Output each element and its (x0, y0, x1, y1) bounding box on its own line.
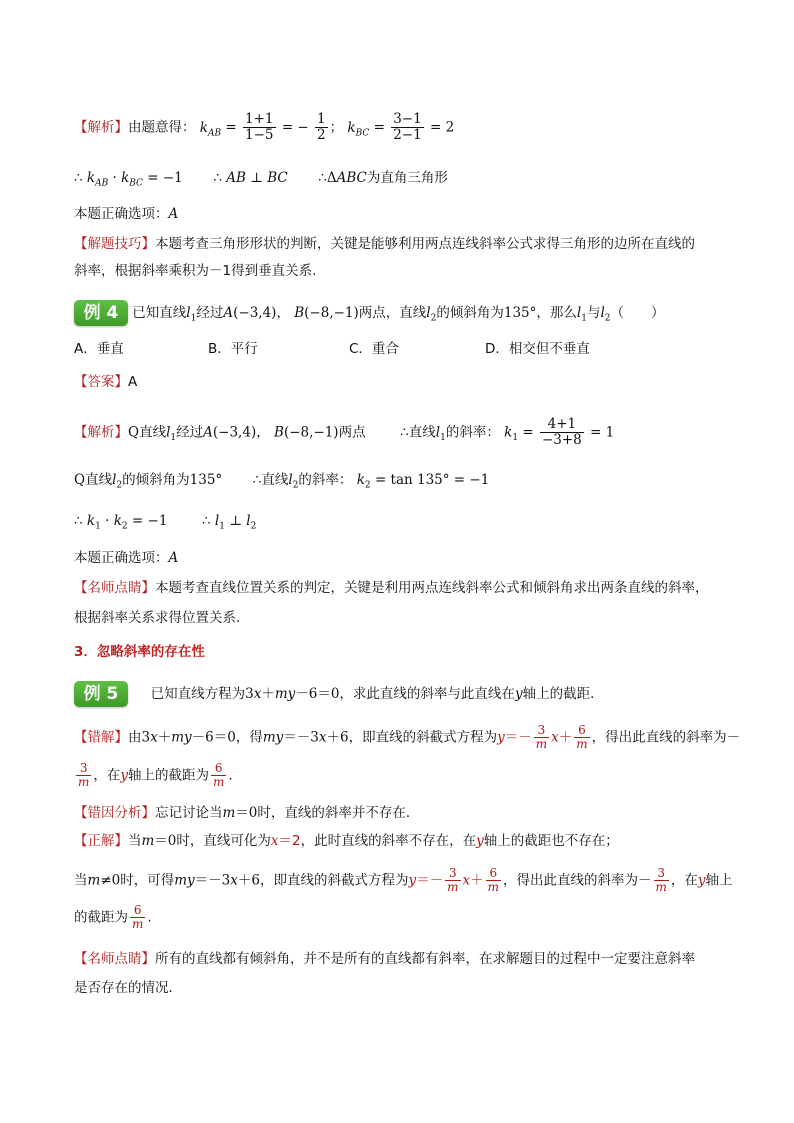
example4-option-c: C．重合 (349, 341, 399, 357)
example4-answer: 【答案】A (74, 374, 138, 390)
example5-cause: 【错因分析】忘记讨论当m＝0时，直线的斜率并不存在． (74, 805, 420, 821)
example4-badge: 例 4 (74, 300, 128, 326)
answer-line-1 (74, 204, 178, 224)
example4-note-2: 根据斜率关系求得位置关系. (74, 610, 241, 626)
answer-label: 本题正确选项： (74, 206, 169, 222)
solution-line-1: 【解析】由题意得： $k_{AB}$ = $\frac{1+1}{1-5}$ = − $\frac{1}{2}$ ； $k_{BC}$ = $\frac{3-1}{2-1}$ = 2 (74, 111, 455, 143)
section-3-heading: 3．忽略斜率的存在性 (74, 644, 205, 660)
example5-right-2: 当m≠0时，可得my＝－3x＋6，即直线的斜截式方程为y＝－ $\frac{3}{m}$ x＋ $\frac{6}{m}$ ，得出此直线的斜率为－ $\frac{3}{m}$ ，在y轴上 (74, 866, 733, 894)
tag-tip: 【解题技巧】 (74, 236, 155, 252)
example4-solution-2: Q直线$l_2$的倾斜角为135° ∴直线$l_2$的斜率： $k_2 = \tan 135^\circ = -1$ (74, 472, 490, 491)
example5-stem: 例 5 已知直线方程为3x＋my－6＝0，求此直线的斜率与此直线在y轴上的截距． (74, 681, 604, 707)
example4-option-a: A．垂直 (74, 341, 124, 357)
tip-line-2: 斜率，根据斜率乘积为－1得到垂直关系. (74, 263, 317, 279)
tag-analysis: 【解析】 (74, 119, 128, 136)
intro-text: 由题意得： (128, 119, 196, 136)
example5-right-3: 的截距为 $\frac{6}{m}$ . (74, 903, 152, 931)
example4-option-b: B．平行 (208, 341, 258, 357)
example4-solution-1: 【解析】Q直线$l_1$经过A(−3,4)， B(−8,−1)两点 ∴直线$l_1$的斜率： $k_1$ = $\frac{4+1}{-3+8}$ = 1 (74, 416, 615, 448)
separator: ； (329, 119, 344, 136)
example5-badge: 例 5 (74, 681, 128, 707)
example4-stem: 例 4 已知直线$l_1$经过A(−3,4)， B(−8,−1)两点，直线$l_2$的倾斜角为135°，那么$l_1$与$l_2$（ ） (74, 300, 665, 329)
example5-wrong-1: 【错解】由3x＋my－6＝0，得my＝－3x＋6，即直线的斜截式方程为y＝－ $\frac{3}{m}$ x＋ $\frac{6}{m}$ ，得出此直线的斜率为－ (74, 723, 741, 751)
example5-note-2: 是否存在的情况． (74, 980, 182, 996)
example4-option-d: D．相交但不垂直 (485, 341, 590, 357)
example4-solution-3: ∴ $k_1 \cdot k_2 = -1$ ∴ $l_1$ ⊥ $l_2$ (74, 513, 257, 532)
answer-value: A (168, 206, 179, 222)
example5-note-1: 【名师点睛】所有的直线都有倾斜角，并不是所有的直线都有斜率，在求解题目的过程中一定要注意斜率 (74, 951, 695, 967)
example4-answer-line: 本题正确选项：A (74, 550, 179, 566)
example5-wrong-2: $\frac{3}{m}$ ，在y轴上的截距为 $\frac{6}{m}$ . (78, 761, 233, 789)
conclusion-text: 为直角三角形 (366, 170, 448, 186)
solution-line-2: ∴ $k_{AB} \cdot k_{BC} = -1$ ∴ AB ⊥ BC ∴ΔABC为直角三角形 (74, 170, 448, 189)
tip-line-1: 【解题技巧】本题考查三角形形状的判断，关键是能够利用两点连线斜率公式求得三角形的边所在直线的 (74, 236, 695, 252)
example4-note-1: 【名师点睛】本题考查直线位置关系的判定，关键是利用两点连线斜率公式和倾斜角求出两条直线的斜率， (74, 580, 709, 596)
example5-right-1: 【正解】当m＝0时，直线可化为x＝2，此时直线的斜率不存在，在y轴上的截距也不存在； (74, 833, 619, 849)
